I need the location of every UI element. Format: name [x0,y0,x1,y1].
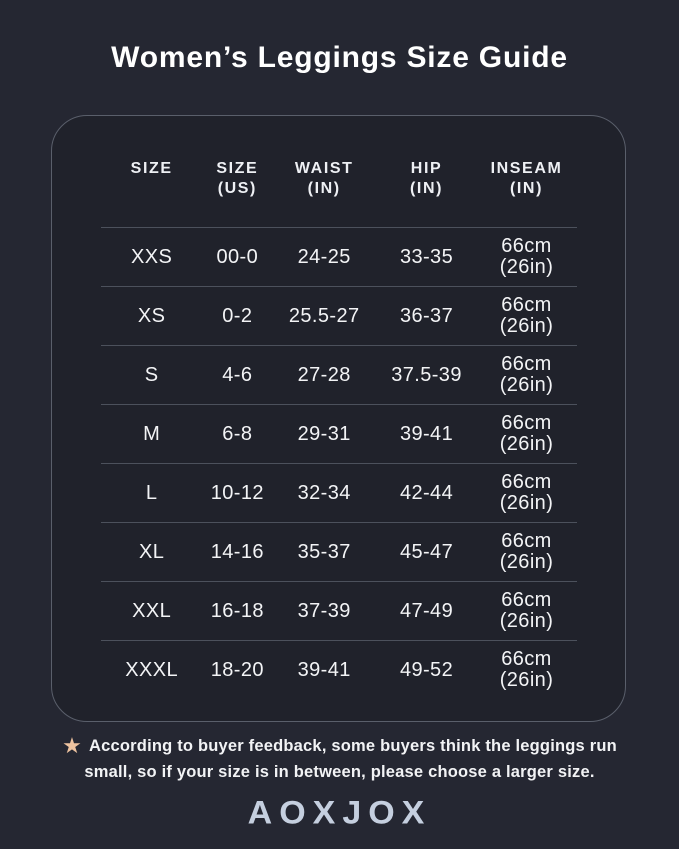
cell-size: XXL [132,599,172,622]
table-header-row [101,116,577,228]
cell-hip: 39-41 [399,422,454,445]
cell-waist: 25.5-27 [288,304,360,327]
star-icon: ★ [62,733,83,758]
column-header-hip: HIP (IN) [410,159,444,197]
size-guide-table [101,116,577,699]
column-header-waist: WAIST (IN) [294,159,354,197]
cell-size: XL [139,540,165,563]
column-header-inseam: INSEAM (IN) [490,159,563,197]
cell-hip: 45-47 [399,540,454,563]
cell-inseam: 66cm (26in) [499,235,554,278]
cell-size: XXS [131,245,173,268]
note-line-1: ★ According to buyer feedback, some buyers think the leggings run [62,733,617,758]
page-title: Women’s Leggings Size Guide [111,41,568,74]
table-row [101,582,577,641]
column-header-size-us: SIZE (US) [216,159,259,197]
cell-hip: 49-52 [399,658,454,681]
cell-size: S [144,363,159,386]
cell-hip: 42-44 [399,481,454,504]
cell-size: M [143,422,161,445]
cell-waist: 27-28 [297,363,351,386]
cell-size-us: 10-12 [210,481,264,504]
cell-size: XS [137,304,166,327]
cell-size-us: 4-6 [222,363,253,386]
cell-inseam: 66cm (26in) [499,412,554,455]
cell-size-us: 00-0 [216,245,259,268]
cell-hip: 33-35 [399,245,454,268]
note-line-2: small, so if your size is in between, please choose a larger size. [84,763,595,781]
cell-waist: 35-37 [297,540,351,563]
cell-hip: 36-37 [399,304,454,327]
table-row [101,287,577,346]
table-row [101,523,577,582]
table-row [101,346,577,405]
cell-inseam: 66cm (26in) [499,353,554,396]
cell-waist: 29-31 [297,422,351,445]
size-guide-panel [51,115,626,722]
cell-inseam: 66cm (26in) [499,648,554,691]
cell-size-us: 0-2 [222,304,253,327]
brand-logo: AOXJOX [247,794,432,832]
table-row [101,464,577,523]
cell-size-us: 14-16 [210,540,264,563]
cell-hip: 47-49 [399,599,454,622]
cell-size: L [145,481,158,504]
table-row [101,405,577,464]
cell-inseam: 66cm (26in) [499,471,554,514]
cell-hip: 37.5-39 [391,363,462,386]
cell-inseam: 66cm (26in) [499,530,554,573]
table-row [101,641,577,699]
cell-size-us: 6-8 [222,422,253,445]
cell-inseam: 66cm (26in) [499,589,554,632]
cell-waist: 39-41 [297,658,351,681]
column-header-size: SIZE [130,159,173,177]
cell-size-us: 18-20 [210,658,264,681]
buyer-feedback-note [0,733,679,785]
cell-size-us: 16-18 [210,599,264,622]
cell-waist: 37-39 [297,599,351,622]
cell-size: XXXL [125,658,179,681]
cell-inseam: 66cm (26in) [499,294,554,337]
table-row [101,228,577,287]
cell-waist: 32-34 [297,481,351,504]
cell-waist: 24-25 [297,245,351,268]
